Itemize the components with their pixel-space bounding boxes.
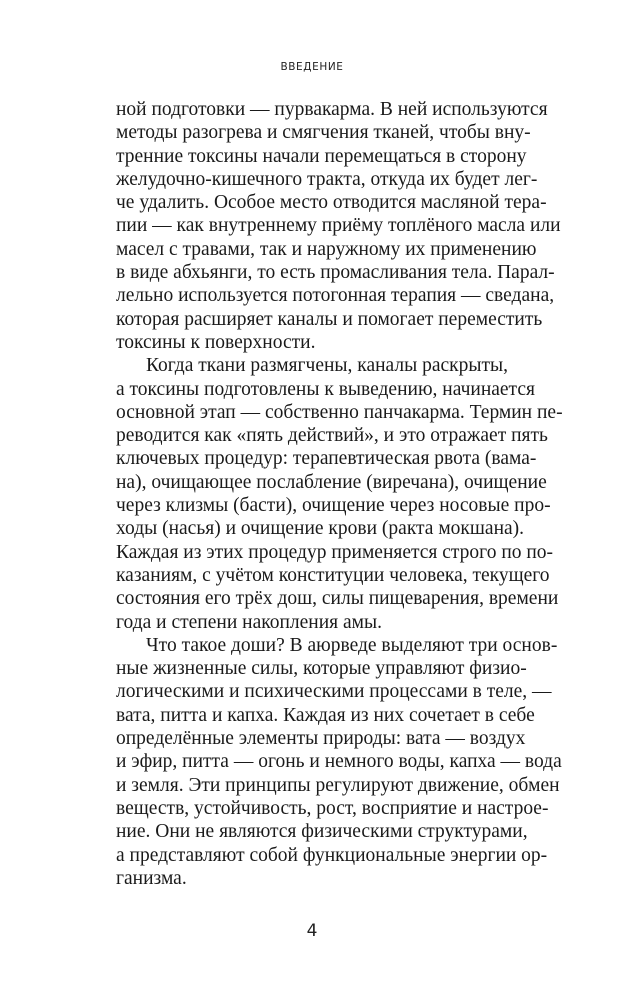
text-line: состояния его трёх дош, силы пищеварения, времени xyxy=(116,588,559,610)
text-line: методы разогрева и смягчения тканей, чтобы вну- xyxy=(116,122,531,144)
text-line: а токсины подготовлены к выведению, начинается xyxy=(116,378,535,400)
text-line: основной этап — собственно панчакарма. Термин пе- xyxy=(116,401,563,423)
text-line: Каждая из этих процедур применяется строго по по- xyxy=(116,541,554,563)
text-line: ходы (насья) и очищение крови (ракта мокшана). xyxy=(116,518,525,540)
text-line: в виде абхьянги, то есть промасливания тела. Парал- xyxy=(116,262,555,284)
text-line: логическими и психическими процессами в теле, — xyxy=(116,681,552,703)
text-line: года и степени накопления амы. xyxy=(116,611,382,633)
text-line: на), очищающее послабление (виречана), очищение xyxy=(116,471,547,493)
text-line: ние. Они не являются физическими структурами, xyxy=(116,821,528,843)
text-line: Что такое доши? В аюрведе выделяют три основ- xyxy=(146,634,558,656)
text-line: и земля. Эти принципы регулируют движение, обмен xyxy=(116,774,560,796)
text-line: и эфир, питта — огонь и немного воды, капха — вода xyxy=(116,751,562,773)
text-line: определённые элементы природы: вата — воздух xyxy=(116,728,526,750)
body-text xyxy=(116,98,563,890)
text-line: масел с травами, так и наружному их применению xyxy=(116,238,537,260)
paragraph xyxy=(116,354,563,634)
paragraph xyxy=(116,98,561,354)
text-line: че удалить. Особое место отводится масляной тера- xyxy=(116,192,547,214)
text-line: ключевых процедур: терапевтическая рвота (вама- xyxy=(116,448,537,470)
text-line: казаниям, с учётом конституции человека, текущего xyxy=(116,564,550,586)
text-line: токсины к поверхности. xyxy=(116,331,316,353)
text-line: пии — как внутреннему приёму топлёного масла или xyxy=(116,215,561,237)
text-line: ной подготовки — пурвакарма. В ней используются xyxy=(116,99,548,120)
text-line: через клизмы (басти), очищение через носовые про- xyxy=(116,495,551,517)
text-line: а представляют собой функциональные энергии ор- xyxy=(116,844,548,866)
paragraph xyxy=(116,634,562,890)
text-line: вата, питта и капха. Каждая из них сочетает в себе xyxy=(116,704,535,726)
text-line: ные жизненные силы, которые управляют физио- xyxy=(116,658,527,680)
text-line: желудочно-кишечного тракта, откуда их будет лег- xyxy=(116,168,538,190)
text-line: которая расширяет каналы и помогает переместить xyxy=(116,308,543,330)
text-line: лельно используется потогонная терапия — сведана, xyxy=(116,285,555,307)
text-line: тренние токсины начали перемещаться в сторону xyxy=(116,145,527,167)
text-line: Когда ткани размягчены, каналы раскрыты, xyxy=(146,355,508,377)
text-line: реводится как «пять действий», и это отражает пять xyxy=(116,425,548,447)
page-number: 4 xyxy=(306,921,318,941)
running-header: ВВЕДЕНИЕ xyxy=(280,61,344,73)
text-line: ганизма. xyxy=(116,867,187,889)
text-line: веществ, устойчивость, рост, восприятие и настрое- xyxy=(116,797,549,819)
